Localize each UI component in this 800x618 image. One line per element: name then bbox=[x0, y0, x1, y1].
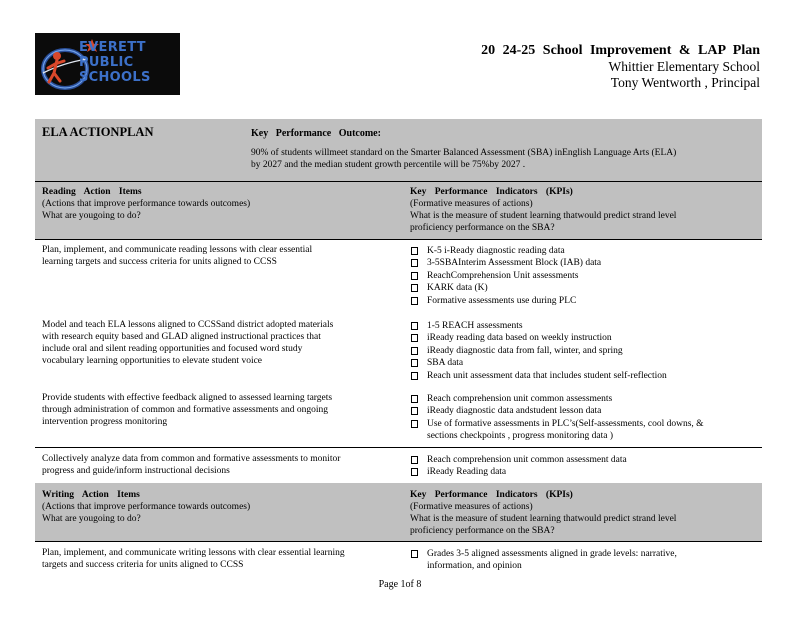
list-item: Grades 3-5 aligned assessments aligned in grade levels: narrative, bbox=[410, 548, 677, 560]
divider bbox=[35, 447, 762, 448]
reading-kpi-question-1: What is the measure of student learning thatwould predict strand level bbox=[410, 211, 677, 221]
kpo-label: Key Performance Outcome: bbox=[251, 128, 381, 139]
list-item: 1-5 REACH assessments bbox=[410, 320, 667, 332]
reading-action-2-line-3: include oral and silent reading opportunities and focused word study bbox=[42, 344, 303, 354]
list-item: iReady reading data based on weekly instruction bbox=[410, 332, 667, 344]
reading-action-4-line-1: Collectively analyze data from common and formative assessments to monitor bbox=[42, 454, 341, 464]
document-title: 20 24-25 School Improvement & LAP Plan bbox=[481, 43, 760, 58]
reading-items-subtitle: (Actions that improve performance towards outcomes) bbox=[42, 199, 251, 209]
writing-items-subtitle: (Actions that improve performance towards outcomes) bbox=[42, 502, 251, 512]
writing-items-title: Writing Action Items bbox=[42, 490, 140, 500]
list-item: Reach unit assessment data that includes student self-reflection bbox=[410, 370, 667, 382]
kpo-text-line-1: 90% of students willmeet standard on the Smarter Balanced Assessment (SBA) inEnglish Language Arts (ELA) bbox=[251, 148, 677, 158]
list-item: 3-5SBAInterim Assessment Block (IAB) data bbox=[410, 257, 601, 269]
reading-kpi-question-2: proficiency performance on the SBA? bbox=[410, 223, 555, 233]
reading-kpi-list-1 bbox=[410, 245, 601, 307]
reading-kpi-list-2 bbox=[410, 320, 667, 382]
reading-action-3-line-2: through administration of common and formative assessments and ongoing bbox=[42, 405, 329, 415]
writing-kpi-question-2: proficiency performance on the SBA? bbox=[410, 526, 555, 536]
logo-text: EVERETT PUBLIC SCHOOLS bbox=[79, 40, 151, 85]
list-item-continuation: information, and opinion bbox=[427, 561, 522, 572]
writing-kpi-subtitle: (Formative measures of actions) bbox=[410, 502, 533, 512]
list-item: Reach comprehension unit common assessment data bbox=[410, 454, 627, 466]
reading-kpi-title: Key Performance Indicators (KPIs) bbox=[410, 187, 573, 197]
reading-action-4-line-2: progress and guide/inform instructional decisions bbox=[42, 466, 230, 476]
reading-action-2-line-1: Model and teach ELA lessons aligned to CCSSand district adopted materials bbox=[42, 320, 334, 330]
list-item: iReady diagnostic data from fall, winter, and spring bbox=[410, 345, 667, 357]
list-item: Formative assessments use during PLC bbox=[410, 295, 601, 307]
principal-name: Tony Wentworth , Principal bbox=[610, 75, 760, 90]
writing-kpi-list-1 bbox=[410, 548, 677, 573]
reading-action-1-line-2: learning targets and success criteria for units aligned to CCSS bbox=[42, 257, 277, 267]
plan-title: ELA ACTIONPLAN bbox=[42, 125, 154, 139]
list-item-continuation: sections checkpoints , progress monitoring data ) bbox=[427, 431, 614, 442]
reading-kpi-list-4 bbox=[410, 454, 627, 479]
list-item: SBA data bbox=[410, 357, 667, 369]
writing-kpi-title: Key Performance Indicators (KPIs) bbox=[410, 490, 573, 500]
page-number: Page 1of 8 bbox=[378, 579, 422, 590]
district-logo bbox=[35, 33, 180, 95]
list-item: ReachComprehension Unit assessments bbox=[410, 270, 601, 282]
list-item: iReady Reading data bbox=[410, 466, 627, 478]
reading-action-2-line-4: vocabulary learning opportunities to elevate student voice bbox=[42, 356, 263, 366]
list-item: iReady diagnostic data andstudent lesson data bbox=[410, 405, 704, 417]
reading-action-3-line-3: intervention progress monitoring bbox=[42, 417, 168, 427]
writing-kpi-question-1: What is the measure of student learning thatwould predict strand level bbox=[410, 514, 677, 524]
document-header bbox=[481, 43, 760, 91]
writing-action-1-line-2: targets and success criteria for units aligned to CCSS bbox=[42, 560, 244, 570]
list-item: Reach comprehension unit common assessments bbox=[410, 393, 704, 405]
reading-items-question: What are yougoing to do? bbox=[42, 211, 141, 221]
list-item: KARK data (K) bbox=[410, 282, 601, 294]
list-item: K-5 i-Ready diagnostic reading data bbox=[410, 245, 601, 257]
reading-action-3-line-1: Provide students with effective feedback aligned to assessed learning targets bbox=[42, 393, 333, 403]
reading-action-1-line-1: Plan, implement, and communicate reading lessons with clear essential bbox=[42, 245, 313, 255]
writing-action-1-line-1: Plan, implement, and communicate writing lessons with clear essential learning bbox=[42, 548, 345, 558]
reading-items-title: Reading Action Items bbox=[42, 187, 142, 197]
divider bbox=[35, 541, 762, 542]
writing-items-question: What are yougoing to do? bbox=[42, 514, 141, 524]
list-item: Use of formative assessments in PLC’s(Self-assessments, cool downs, & bbox=[410, 418, 704, 430]
school-name: Whittier Elementary School bbox=[608, 59, 760, 74]
kpo-text-line-2: by 2027 and the median student growth percentile will be 75%by 2027 . bbox=[251, 160, 526, 170]
reading-kpi-subtitle: (Formative measures of actions) bbox=[410, 199, 533, 209]
reading-action-2-line-2: with research equity based and GLAD aligned instructional practices that bbox=[42, 332, 321, 342]
reading-kpi-list-3 bbox=[410, 393, 704, 443]
divider bbox=[35, 239, 762, 240]
